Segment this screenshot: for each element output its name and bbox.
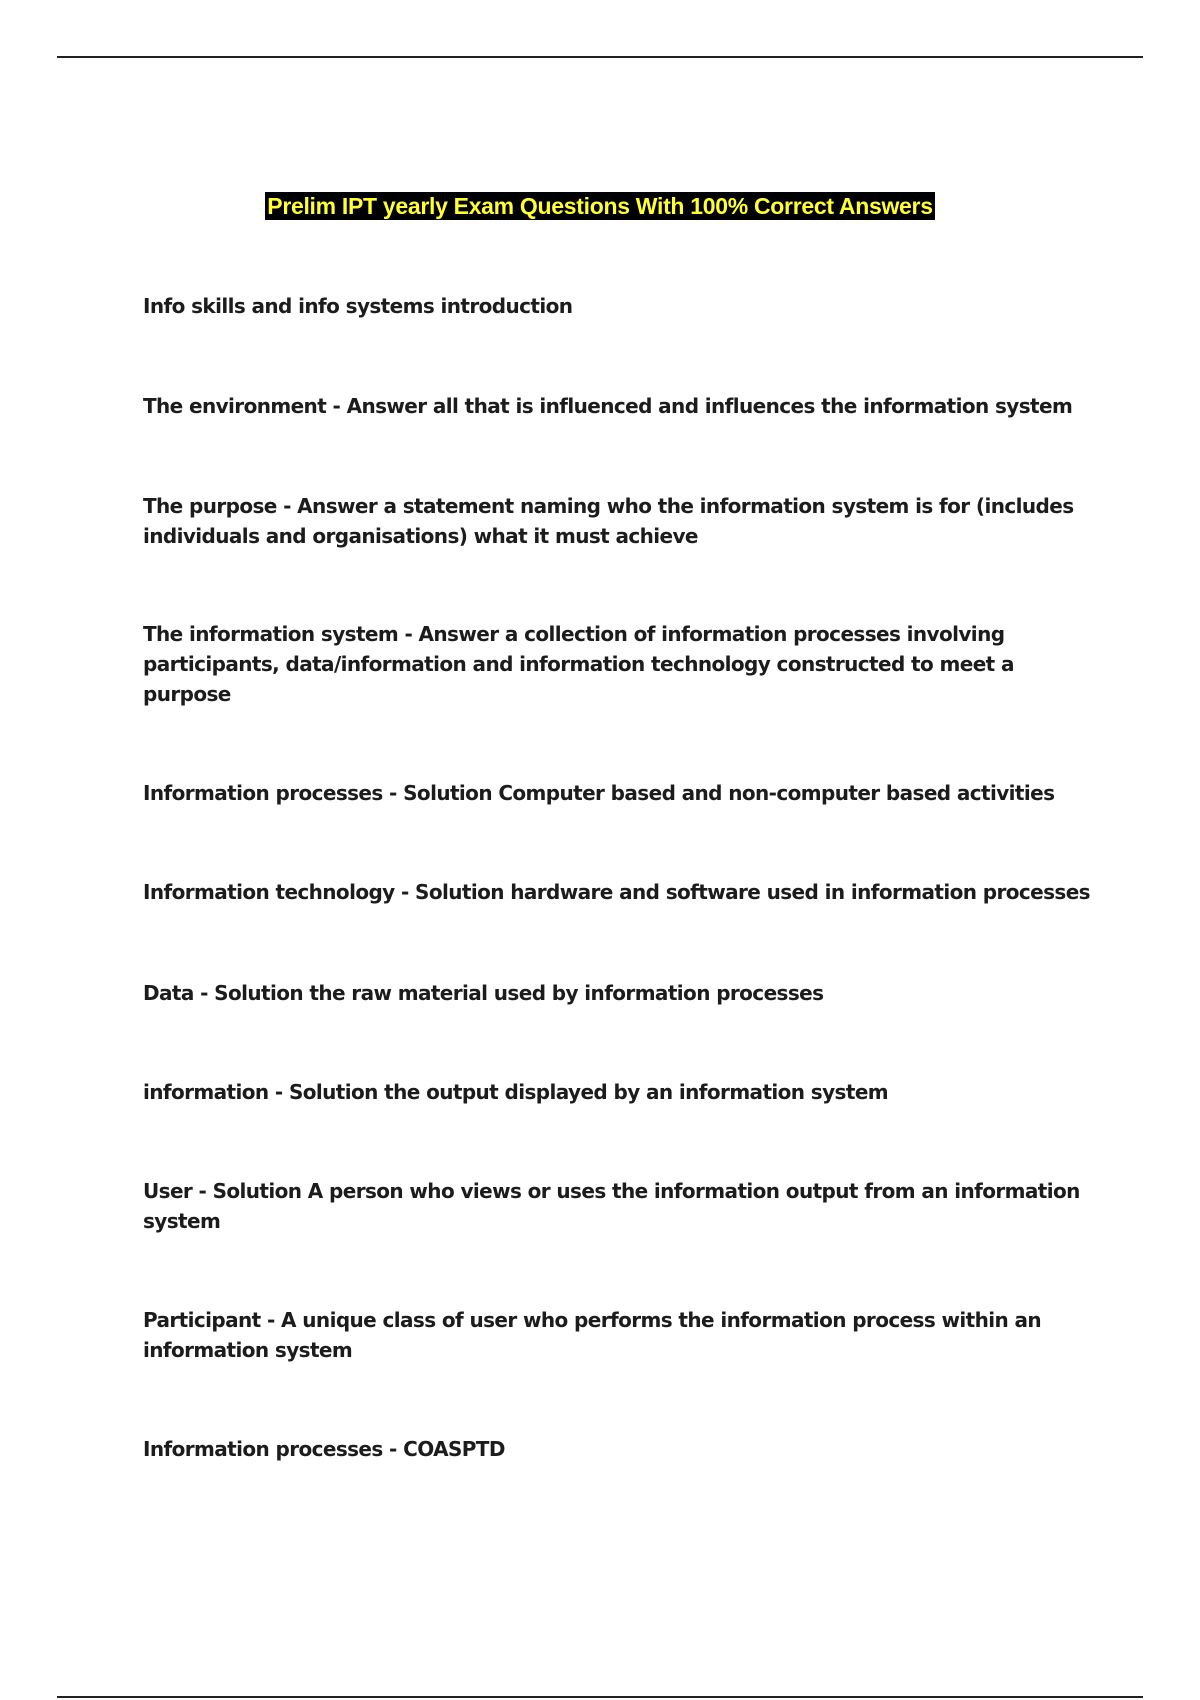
bottom-divider <box>57 1696 1143 1698</box>
entry-9: User - Solution A person who views or uses the information output from an information system <box>143 1179 1080 1233</box>
entry-8: information - Solution the output displayed by an information system <box>143 1080 889 1104</box>
entry-7: Data - Solution the raw material used by information processes <box>143 981 824 1005</box>
entry-5: Information processes - Solution Computer based and non-computer based activities <box>143 781 1055 805</box>
document-title: Prelim IPT yearly Exam Questions With 100% Correct Answers <box>267 193 933 219</box>
entry-1: Info skills and info systems introduction <box>143 294 573 318</box>
title-container <box>0 192 1200 220</box>
entry-2: The environment - Answer all that is influenced and influences the information system <box>143 394 1073 418</box>
top-divider <box>57 56 1143 58</box>
entry-10: Participant - A unique class of user who performs the information process within an information system <box>143 1308 1042 1362</box>
entry-6: Information technology - Solution hardware and software used in information processes <box>143 880 1090 904</box>
entry-11: Information processes - COASPTD <box>143 1437 505 1461</box>
entry-3: The purpose - Answer a statement naming who the information system is for (includes individuals and organisations) what it must achieve <box>143 494 1074 548</box>
entry-4: The information system - Answer a collection of information processes involving participants, data/information and information technology constructed to meet a purpose <box>143 622 1014 706</box>
